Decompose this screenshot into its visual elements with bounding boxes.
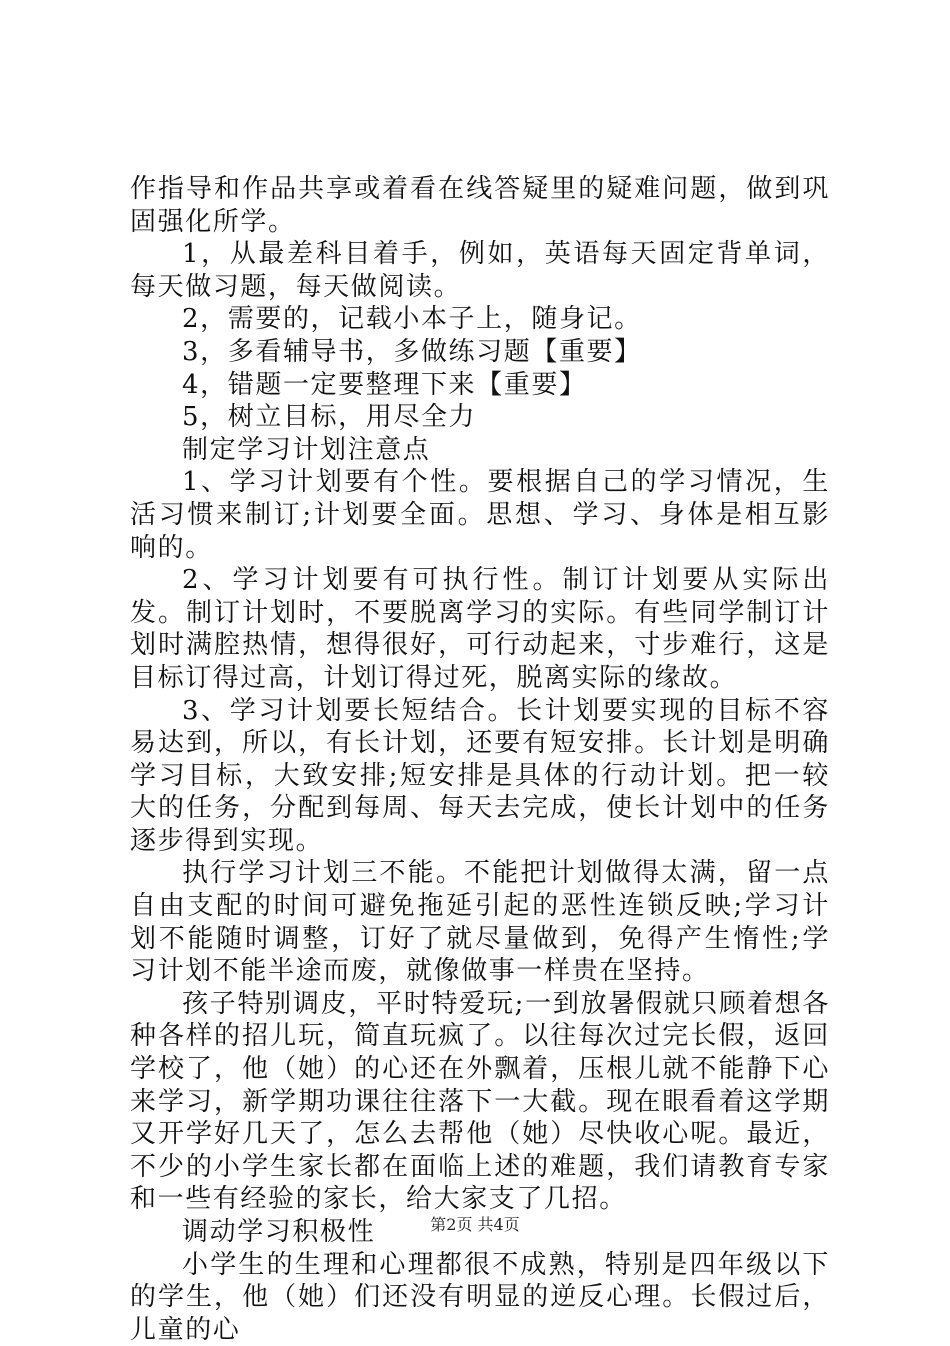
document-body <box>130 173 830 1346</box>
paragraph-plan-note-2: 2、学习计划要有可执行性。制订计划要从实际出发。制订计划时，不要脱离学习的实际。有些同学制订计划时满腔热情，想得很好，可行动起来，寸步难行，这是目标订得过高，计划订得过死，脱离实际的缘故。 <box>130 565 830 693</box>
paragraph-children-intro: 孩子特别调皮，平时特爱玩;一到放暑假就只顾着想各种各样的招儿玩，简直玩疯了。以往每次过完长假，返回学校了，他（她）的心还在外飘着，压根儿就不能静下心来学习，新学期功课往往落下一大截。现在眼看着这学期又开学好几天了，怎么去帮他（她）尽快收心呢。最近，不少的小学生家长都在面临上述的难题，我们请教育专家和一些有经验的家长，给大家支了几招。 <box>130 988 830 1215</box>
paragraph-tip-4: 4，错题一定要整理下来【重要】 <box>182 369 587 400</box>
section-heading-motivation: 调动学习积极性 <box>182 1217 376 1247</box>
paragraph-continuation: 作指导和作品共享或着看在线答疑里的疑难问题，做到巩固强化所学。 <box>130 174 830 237</box>
paragraph-three-donts: 执行学习计划三不能。不能把计划做得太满，留一点自由支配的时间可避免拖延引起的恶性连锁反映;学习计划不能随时调整，订好了就尽量做到，免得产生惰性;学习计划不能半途而废，就像做事一样贵在坚持。 <box>130 858 830 987</box>
paragraph-motivation: 小学生的生理和心理都很不成熟，特别是四年级以下的学生，他（她）们还没有明显的逆反心理。长假过后，儿童的心 <box>130 1249 830 1345</box>
page-indicator: 第2页 共4页 <box>430 1215 520 1234</box>
page-footer <box>0 1215 950 1235</box>
section-heading-plan-notes: 制定学习计划注意点 <box>182 434 431 465</box>
paragraph-tip-1: 1，从最差科目着手，例如，英语每天固定背单词，每天做习题，每天做阅读。 <box>130 239 830 302</box>
paragraph-tip-3: 3，多看辅导书，多做练习题【重要】 <box>182 336 642 367</box>
paragraph-plan-note-1: 1、学习计划要有个性。要根据自己的学习情况，生活习惯来制订;计划要全面。思想、学习、身体是相互影响的。 <box>130 467 830 563</box>
paragraph-tip-2: 2，需要的，记载小本子上，随身记。 <box>182 304 642 335</box>
paragraph-tip-5: 5，树立目标，用尽全力 <box>182 402 477 433</box>
paragraph-plan-note-3: 3、学习计划要长短结合。长计划要实现的目标不容易达到，所以，有长计划，还要有短安排。长计划是明确学习目标，大致安排;短安排是具体的行动计划。把一较大的任务，分配到每周、每天去完成，使长计划中的任务逐步得到实现。 <box>130 695 830 856</box>
